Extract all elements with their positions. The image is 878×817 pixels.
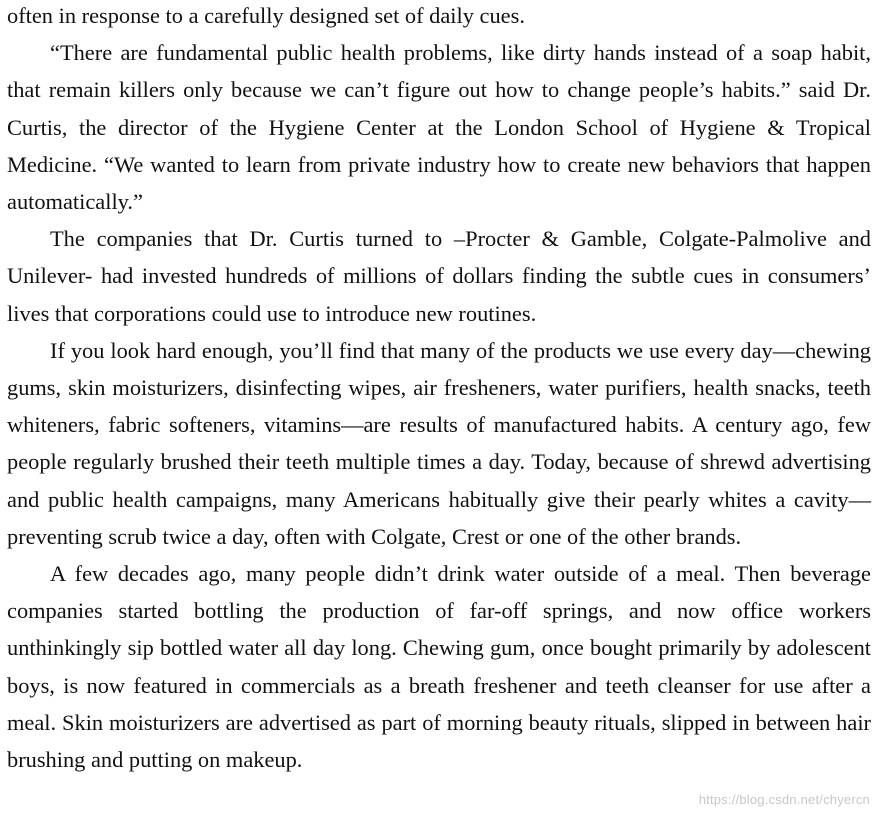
paragraph-continuation: often in response to a carefully designed set of daily cues. xyxy=(7,3,525,28)
paragraph-curtis-quote: “There are fundamental public health problems, like dirty hands instead of a soap habit, that remain killers only because we can’t figure out how to change people’s habits.” said Dr. Curtis, the director of the Hygiene Center at the London School of Hygiene & Tropical Medicine. “We wanted to learn from private industry how to create new behaviors that happen automatically.” xyxy=(7,40,871,215)
paragraph-companies: The companies that Dr. Curtis turned to –Procter & Gamble, Colgate-Palmolive and Unilever- had invested hundreds of millions of dollars finding the subtle cues in consumers’ lives that corporations could use to introduce new routines. xyxy=(7,226,871,326)
paragraph-beverages: A few decades ago, many people didn’t drink water outside of a meal. Then beverage companies started bottling the production of far-off springs, and now office workers unthinkingly sip bottled water all day long. Chewing gum, once bought primarily by adolescent boys, is now featured in commercials as a breath freshener and teeth cleanser for use after a meal. Skin moisturizers are advertised as part of morning beauty rituals, slipped in between hair brushing and putting on makeup. xyxy=(7,561,871,773)
paragraph-products: If you look hard enough, you’ll find that many of the products we use every day—chewing gums, skin moisturizers, disinfecting wipes, air fresheners, water purifiers, health snacks, teeth whiteners, fabric softeners, vitamins—are results of manufactured habits. A century ago, few people regularly brushed their teeth multiple times a day. Today, because of shrewd advertising and public health campaigns, many Americans habitually give their pearly whites a cavity—preventing scrub twice a day, often with Colgate, Crest or one of the other brands. xyxy=(7,337,871,549)
document-body xyxy=(7,0,871,778)
source-watermark: https://blog.csdn.net/chyercn xyxy=(698,792,870,807)
